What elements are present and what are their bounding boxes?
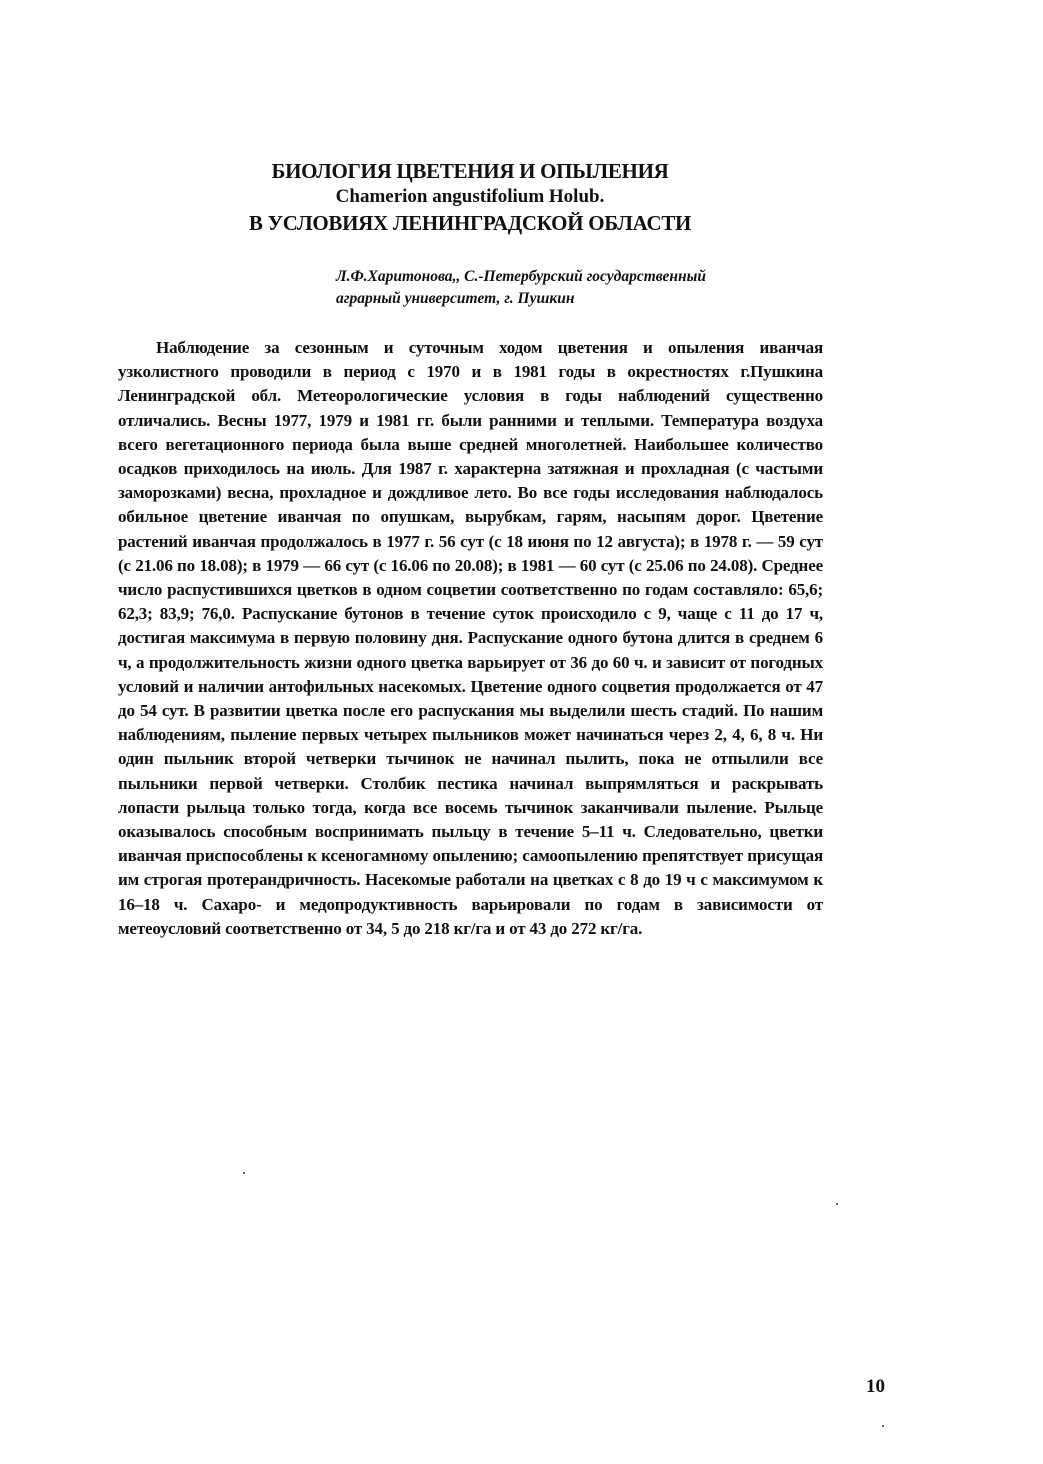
- author-affiliation: [336, 266, 836, 310]
- scan-speck: [836, 1203, 838, 1205]
- title-line-3: В УСЛОВИЯХ ЛЕНИНГРАДСКОЙ ОБЛАСТИ: [248, 211, 692, 235]
- body-paragraph: Наблюдение за сезонным и суточным ходом цветения и опыления иванчая узколистного проводили в период с 1970 и в 1981 годы в окрестностях г.Пушкина Ленинградской обл. Метеорологические условия в годы наблюдений существенно отличались. Весны 1977, 1979 и 1981 гг. были ранними и теплыми. Температура воздуха всего вегетационного периода была выше средней многолетней. Наибольшее количество осадков приходилось на июль. Для 1987 г. характерна затяжная и прохладная (с частыми заморозками) весна, прохладное и дождливое лето. Во все годы исследования наблюдалось обильное цветение иванчая по опушкам, вырубкам, гарям, насыпям дорог. Цветение растений иванчая продолжалось в 1977 г. 56 сут (с 18 июня по 12 августа); в 1978 г. — 59 сут (с 21.06 по 18.08); в 1979 — 66 сут (с 16.06 по 20.08); в 1981 — 60 сут (с 25.06 по 24.08). Среднее число распустившихся цветков в одном соцветии соответственно по годам составляло: 65,6; 62,3; 83,9; 76,0. Распускание бутонов в течение суток происходило с 9, чаще с 11 до 17 ч, достигая максимума в первую половину дня. Распускание одного бутона длится в среднем 6 ч, а продолжительность жизни одного цветка варьирует от 36 до 60 ч. и зависит от погодных условий и наличии антофильных насекомых. Цветение одного соцветия продолжается от 47 до 54 сут. В развитии цветка после его распускания мы выделили шесть стадий. По нашим наблюдениям, пыление первых четырех пыльников может начинаться через 2, 4, 6, 8 ч. Ни один пыльник второй четверки тычинок не начинал пылить, пока не отпылили все пыльники первой четверки. Столбик пестика начинал выпрямляться и раскрывать лопасти рыльца только тогда, когда все восемь тычинок заканчивали пыление. Рыльце оказывалось способным воспринимать пыльцу в течение 5–11 ч. Следовательно, цветки иванчая приспособлены к ксеногамному опылению; самоопылению препятствует присущая им строгая протерандричность. Насекомые работали на цветках с 8 до 19 ч с максимумом к 16–18 ч. Сахаро- и медопродуктивность варьировали по годам в зависимости от метеоусловий соответственно от 34, 5 до 218 кг/га и от 43 до 272 кг/га.: [118, 338, 823, 938]
- author-line-2: аграрный университет, г. Пушкин: [336, 290, 575, 307]
- title-line-1: БИОЛОГИЯ ЦВЕТЕНИЯ И ОПЫЛЕНИЯ: [271, 159, 669, 183]
- scan-speck: [243, 1172, 245, 1174]
- article-title: [160, 158, 780, 236]
- author-line-1: Л.Ф.Харитонова,, С.-Петербурский государственный: [336, 268, 706, 285]
- title-latin-name: Chamerion angustifolium Holub.: [335, 186, 605, 207]
- scan-speck: [882, 1425, 884, 1427]
- page-number: 10: [866, 1376, 885, 1397]
